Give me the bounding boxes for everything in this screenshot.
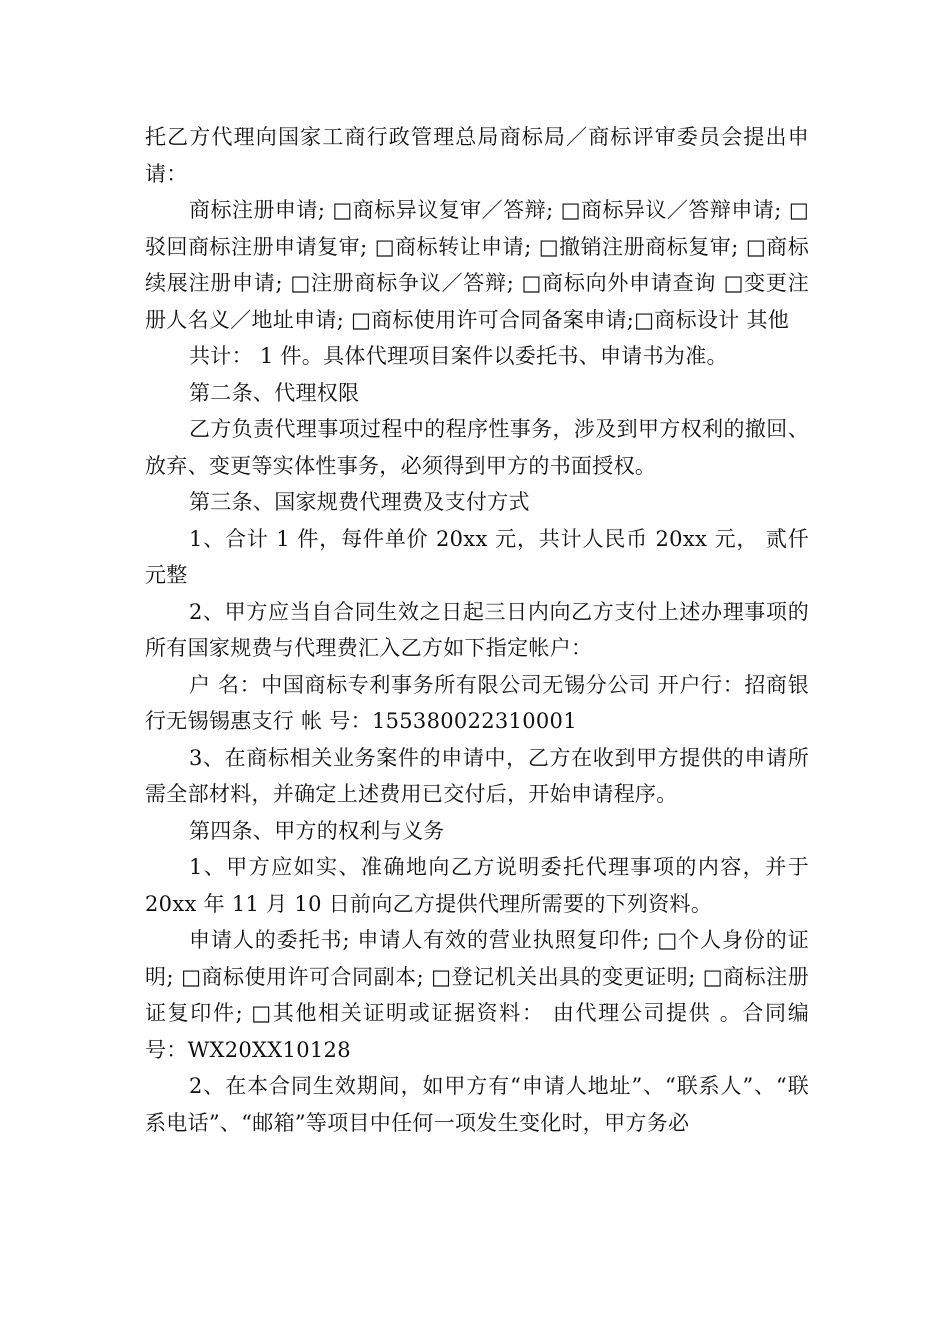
- paragraph-client-duties: 1、甲方应如实、准确地向乙方说明委托代理事项的内容，并于 20xx 年 11 月 10 日前向乙方提供代理所需要的下列资料。: [145, 855, 809, 916]
- paragraph-bank-account: 户 名：中国商标专利事务所有限公司无锡分公司 开户行：招商银行无锡锡惠支行 帐 号：155380022310001: [145, 672, 809, 733]
- section-heading-article-2: 第二条、代理权限: [189, 380, 360, 405]
- paragraph-application-start: 3、在商标相关业务案件的申请中，乙方在收到甲方提供的申请所需全部材料，并确定上述费用已交付后，开始申请程序。: [145, 745, 809, 806]
- paragraph-agency-authority: 乙方负责代理事项过程中的程序性事务，涉及到甲方权利的撤回、放弃、变更等实体性事务，必须得到甲方的书面授权。: [145, 417, 809, 478]
- paragraph-application-types: 商标注册申请; □商标异议复审／答辩; □商标异议／答辩申请; □驳回商标注册申请复审; □商标转让申请; □撤销注册商标复审; □商标续展注册申请; □注册商标争议／答辩; □商标向外申请查询 □变更注册人名义／地址申请; □商标使用许可合同备案申请;□商标设计 其他: [145, 198, 809, 332]
- paragraph-application-intro: 托乙方代理向国家工商行政管理总局商标局／商标评审委员会提出申请：: [145, 125, 809, 186]
- paragraph-change-notice: 2、在本合同生效期间，如甲方有“申请人地址”、“联系人”、“联系电话”、“邮箱”等项目中任何一项发生变化时，甲方务必: [145, 1074, 809, 1135]
- section-heading-article-3: 第三条、国家规费代理费及支付方式: [189, 490, 530, 514]
- paragraph-total-count: 共计： 1 件。具体代理项目案件以委托书、申请书为准。: [189, 344, 728, 368]
- paragraph-fee-total: 1、合计 1 件，每件单价 20xx 元，共计人民币 20xx 元， 贰仟元整: [145, 526, 809, 587]
- section-heading-article-4: 第四条、甲方的权利与义务: [189, 818, 445, 843]
- paragraph-required-documents: 申请人的委托书; 申请人有效的营业执照复印件; □个人身份的证明; □商标使用许可合同副本; □登记机关出具的变更证明; □商标注册证复印件; □其他相关证明或证据资料： 由代理公司提供 。合同编号：WX20XX10128: [145, 928, 809, 1062]
- document-body: [145, 119, 809, 1141]
- paragraph-payment-terms: 2、甲方应当自合同生效之日起三日内向乙方支付上述办理事项的所有国家规费与代理费汇入乙方如下指定帐户：: [145, 599, 809, 660]
